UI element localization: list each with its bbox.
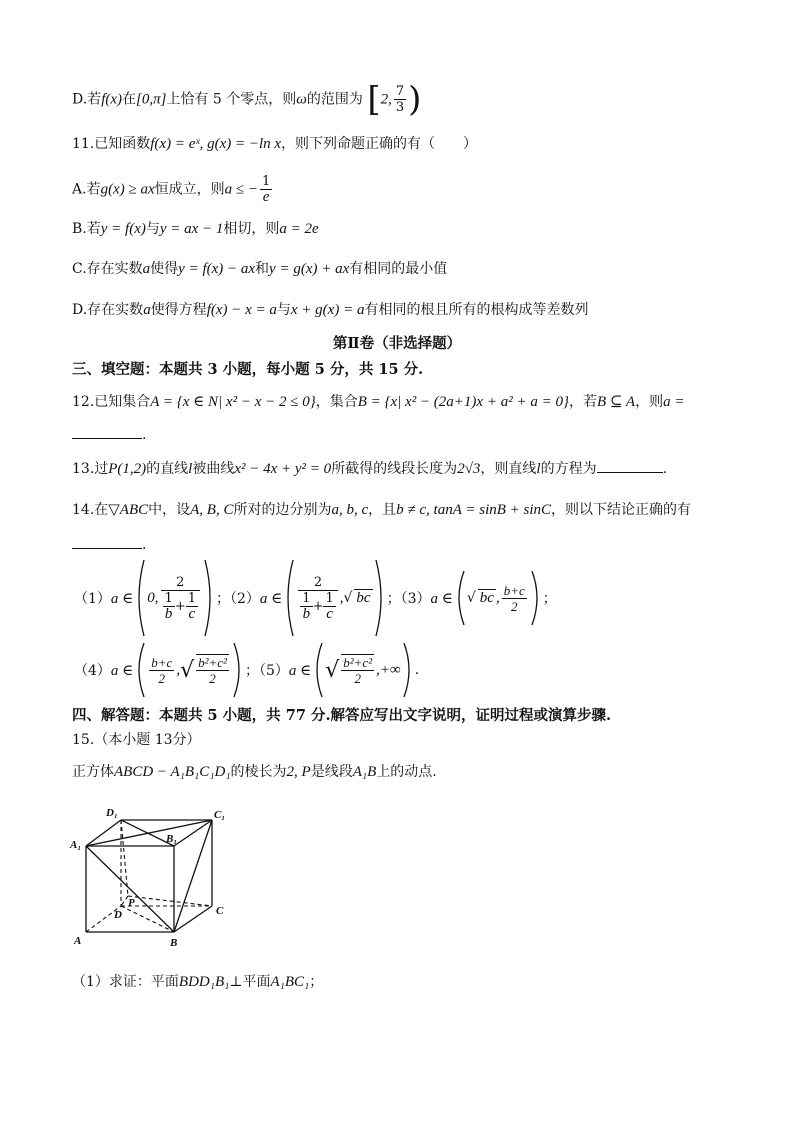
label-d: D xyxy=(114,909,122,921)
fraction: $\frac{\text{b²+c²}}{2}$ xyxy=(343,655,373,686)
section3-heading: 三、填空题：本题共 3 小题，每小题 5 分，共 15 分. xyxy=(72,361,424,378)
label-c: C xyxy=(216,905,224,917)
q14-options-row2: （4） a ∈ $\frac{b+c}{2}$ , √ $\frac{\text{b²+c²}}{2}$ ；（5） a ∈ √ $\frac{\text{b²+c²}}{2}$ ,+∞ . xyxy=(74,640,419,700)
left-paren xyxy=(133,641,147,699)
fraction: $\frac{b+c}{2}$ xyxy=(151,654,173,686)
left-paren xyxy=(311,641,325,699)
fraction: $\frac{1}{e}$ xyxy=(261,174,271,205)
label-d1: D₁ xyxy=(106,807,118,819)
answer-blank[interactable] xyxy=(72,534,142,549)
q15-part1: （1）求证：平面BDD₁B₁⊥平面A₁BC₁； xyxy=(72,974,324,990)
q15-stem: 正方体ABCD − A₁B₁C₁D₁的棱长为2, P是线段A₁B上的动点. xyxy=(72,764,437,780)
q11-option-c: C.存在实数a使得y = f(x) − ax和y = g(x) + ax有相同的最小值 xyxy=(72,261,448,277)
left-paren xyxy=(282,558,296,638)
fraction: $\frac{\text{b²+c²}}{2}$ xyxy=(198,655,227,686)
q15-title: 15.（本小题 13分） xyxy=(72,732,201,748)
part2-title: 第Ⅱ卷（非选择题） xyxy=(332,335,462,352)
q10-option-d: D.若f(x)在[0,π]上恰有 5 个零点，则ω的范围为 [2, $\frac{7}{3}$ ) xyxy=(72,79,422,120)
label-p: P xyxy=(128,897,135,909)
left-paren xyxy=(133,558,147,638)
fraction: $\frac{7}{3}$ xyxy=(395,84,405,115)
section4-heading: 四、解答题：本题共 5 小题，共 77 分.解答应写出文字说明，证明过程或演算步骤. xyxy=(72,707,612,724)
fraction: $\frac{b+c}{2}$ xyxy=(503,582,525,614)
label-a: A xyxy=(74,935,82,947)
q11-stem: 11.已知函数f(x) = eˣ, g(x) = −ln x，则下列命题正确的有（ ） xyxy=(72,136,478,152)
q11-option-b: B.若y = f(x)与y = ax − 1相切，则a = 2e xyxy=(72,221,319,237)
right-paren xyxy=(373,558,387,638)
label-b: B xyxy=(170,937,178,949)
label-b1: B₁ xyxy=(166,833,178,845)
q13-stem: 13.过P(1,2)的直线l被曲线x² − 4x + y² = 0所截得的线段长度为2√3，则直线l的方程为 . xyxy=(72,458,667,479)
right-paren xyxy=(202,558,216,638)
q14-answer-line: . xyxy=(72,534,146,555)
fraction: 2 $\frac{1}{b}$ + $\frac{1}{c}$ xyxy=(298,575,337,622)
label-a1: A₁ xyxy=(70,839,82,851)
q14-options-row1: （1） a ∈ 0, 2 $\frac{1}{b}$ + $\frac{1}{c}$ ；（2） a ∈ 2 $\frac{1}{b}$ + $\frac{1}{c}$ , √ bc ；（3） a ∈ √ bc , $\frac{b+c}{2}$ ； xyxy=(74,556,557,640)
label-c1: C₁ xyxy=(214,809,226,821)
q14-stem: 14.在▽ABC中，设A, B, C所对的边分别为a, b, c，且b ≠ c, tanA = sinB + sinC，则以下结论正确的有 xyxy=(72,502,692,518)
q12-answer-line: . xyxy=(72,424,146,445)
q11-option-d: D.存在实数a使得方程f(x) − x = a与x + g(x) = a有相同的根且所有的根构成等差数列 xyxy=(72,302,589,318)
right-paren xyxy=(231,641,245,699)
answer-blank[interactable] xyxy=(72,424,142,439)
left-paren xyxy=(453,569,467,627)
answer-blank[interactable] xyxy=(597,458,663,473)
fraction: 2 $\frac{1}{b}$ + $\frac{1}{c}$ xyxy=(161,575,200,622)
right-paren xyxy=(401,641,415,699)
q11-option-a: A.若g(x) ≥ ax恒成立，则a ≤ − $\frac{1}{e}$ xyxy=(72,174,271,205)
q12-stem: 12.已知集合A = {x ∈ N| x² − x − 2 ≤ 0}，集合B = {x| x² − (2a+1)x + a² + a = 0}，若B ⊆ A，则a = xyxy=(72,394,685,410)
cube-figure xyxy=(66,800,236,950)
right-paren xyxy=(529,569,543,627)
